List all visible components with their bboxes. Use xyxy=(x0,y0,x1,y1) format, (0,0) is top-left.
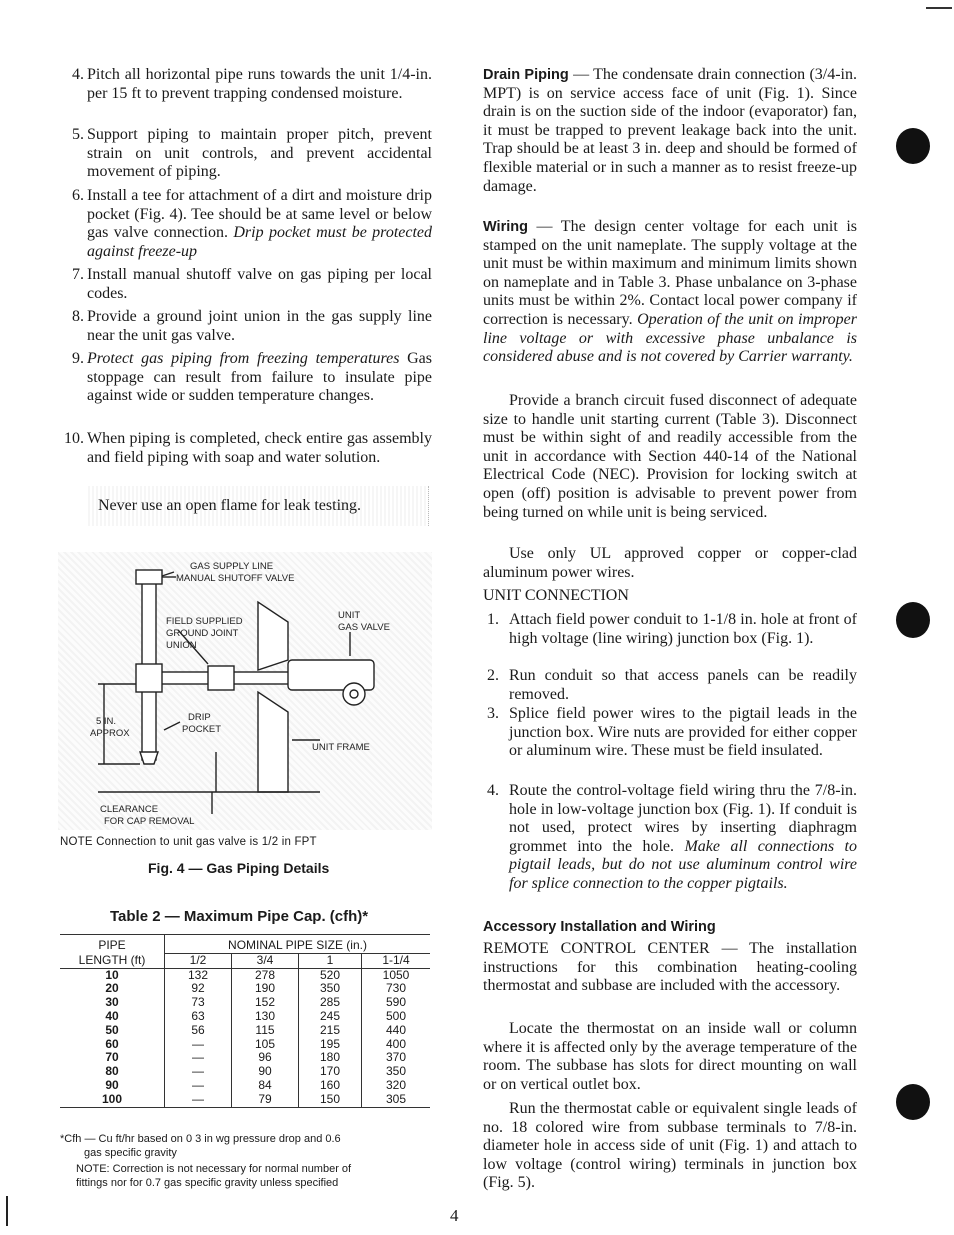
gas-piping-diagram xyxy=(58,552,432,830)
list-number: 3. xyxy=(487,705,499,722)
table-header-row xyxy=(60,935,430,954)
drain-piping-paragraph xyxy=(483,66,857,196)
shutoff-valve xyxy=(136,570,162,584)
cell-capacity: 730 xyxy=(385,981,407,996)
cell-length: 80 xyxy=(60,1065,165,1079)
cell-capacity: 115 xyxy=(232,1024,299,1038)
cell-capacity: 370 xyxy=(385,1050,407,1065)
table-row xyxy=(60,1051,430,1065)
footnote-cfh-cont: gas specific gravity xyxy=(84,1147,177,1159)
list-number: 4. xyxy=(72,66,84,83)
label-drip: DRIP xyxy=(188,712,211,723)
list-text: Support piping to maintain proper pitch, prevent strain on unit controls, and prevent accidental movement of piping. xyxy=(87,126,432,181)
label-field-supplied: FIELD SUPPLIED xyxy=(166,616,243,627)
edge-mark xyxy=(926,7,952,9)
cell-capacity: 520 xyxy=(299,968,362,982)
cell-capacity: — xyxy=(165,1051,232,1065)
ul-paragraph: Use only UL approved copper or copper-clad aluminum power wires. xyxy=(483,545,857,581)
cell-capacity: — xyxy=(165,1065,232,1079)
cell-length: 10 xyxy=(60,968,165,982)
label-ground-joint: GROUND JOINT xyxy=(166,628,239,639)
cell-capacity: 278 xyxy=(232,968,299,982)
table-row xyxy=(60,1038,430,1052)
cell-capacity: — xyxy=(165,1038,232,1052)
cell-length: 100 xyxy=(60,1093,165,1107)
list-text: Provide a ground joint union in the gas supply line near the unit gas valve. xyxy=(87,308,432,344)
cell-length: 30 xyxy=(60,996,165,1010)
label-union: UNION xyxy=(166,640,197,651)
gas-valve-knob xyxy=(343,683,365,705)
figure-note: NOTE Connection to unit gas valve is 1/2 in FPT xyxy=(60,836,317,848)
table-header-row xyxy=(60,953,430,968)
list-item xyxy=(60,350,432,406)
cell-capacity: 160 xyxy=(299,1079,362,1093)
cell-capacity: 63 xyxy=(165,1010,232,1024)
cell-capacity: 440 xyxy=(385,1022,407,1037)
cell-capacity: 305 xyxy=(385,1091,407,1106)
header-length: LENGTH (ft) xyxy=(60,953,165,968)
label-pocket: POCKET xyxy=(182,724,222,735)
label-gas-supply: GAS SUPPLY LINE xyxy=(190,561,274,572)
cell-capacity: 73 xyxy=(165,996,232,1010)
list-number: 1. xyxy=(487,611,499,628)
table-body xyxy=(60,968,430,1107)
table-row xyxy=(60,1079,430,1093)
cell-capacity: 84 xyxy=(232,1079,299,1093)
cell-capacity: 190 xyxy=(232,982,299,996)
cell-length: 90 xyxy=(60,1079,165,1093)
drain-text: — The condensate drain connection (3/4-in. MPT) is on service access face of unit (Fig. 1). Since drain is on the suction side of the indoor (evaporator) fan, it must be trapped to prevent leakage back into the unit. Trap should be at least 3 in. deep and should be formed of flexible material or in such a manner as to resist freeze-up damage. xyxy=(483,66,857,195)
drain-heading: Drain Piping xyxy=(483,67,569,83)
cell-capacity: 180 xyxy=(299,1051,362,1065)
list-text-plain: Install a tee for attachment of a dirt and moisture drip pocket (Fig. 4). Tee should be at same level or below gas valve connection. xyxy=(87,187,432,242)
label-unit: UNIT xyxy=(338,610,361,621)
list-text: Run conduit so that access panels can be readily removed. xyxy=(509,667,857,703)
binder-hole-mark xyxy=(896,602,930,638)
figure-caption: Fig. 4 — Gas Piping Details xyxy=(148,860,330,876)
cell-capacity: 500 xyxy=(385,1008,407,1023)
list-number: 5. xyxy=(72,126,84,143)
cell-capacity: 56 xyxy=(165,1024,232,1038)
table-row xyxy=(60,996,430,1010)
cell-capacity: 79 xyxy=(232,1093,299,1107)
cell-length: 50 xyxy=(60,1024,165,1038)
label-shutoff: MANUAL SHUTOFF VALVE xyxy=(176,573,295,584)
cell-capacity: 245 xyxy=(299,1010,362,1024)
wiring-italic: Operation of the unit on improper line voltage or with excessive phase unbalance is considered abuse and is not covered by Carrier warranty. xyxy=(483,310,857,366)
cell-capacity: 285 xyxy=(299,996,362,1010)
list-text: Install manual shutoff valve on gas piping per local codes. xyxy=(87,266,432,302)
table-row xyxy=(60,1024,430,1038)
list-text-plain: Gas stoppage can result from failure to insulate pipe against wide or sudden temperature changes. xyxy=(87,350,433,405)
wiring-paragraph xyxy=(483,218,857,367)
list-number: 7. xyxy=(72,266,84,283)
footnote-cfh: *Cfh — Cu ft/hr based on 0 3 in wg pressure drop and 0.6 xyxy=(60,1133,341,1145)
unit-connection-heading: UNIT CONNECTION xyxy=(483,587,629,604)
warning-text: Never use an open flame for leak testing. xyxy=(98,497,362,514)
cell-capacity: — xyxy=(165,1079,232,1093)
table-row xyxy=(60,1093,430,1107)
list-text-italic: Drip pocket must be protected against freeze-up xyxy=(87,224,433,260)
list-text: When piping is completed, check entire gas assembly and field piping with soap and water solution. xyxy=(87,430,432,466)
drip-cap xyxy=(140,752,158,764)
cell-capacity: 215 xyxy=(299,1024,362,1038)
remote-control-paragraph: REMOTE CONTROL CENTER — The installation instructions for this combination heating-cooling thermostat and subbase are included with the accessory. xyxy=(483,940,857,995)
cell-capacity: 132 xyxy=(165,968,232,982)
list-item xyxy=(483,667,857,704)
list-text xyxy=(509,782,857,894)
binder-hole-mark xyxy=(896,1084,930,1120)
label-unit-frame: UNIT FRAME xyxy=(312,742,370,753)
header-nominal: NOMINAL PIPE SIZE (in.) xyxy=(228,938,367,952)
label-clearance: CLEARANCE xyxy=(100,804,159,815)
label-cap-removal: FOR CAP REMOVAL xyxy=(104,816,195,827)
header-size: 3/4 xyxy=(232,953,299,968)
cell-length: 70 xyxy=(60,1051,165,1065)
unit-panel xyxy=(258,602,288,670)
cell-capacity: 152 xyxy=(232,996,299,1010)
list-text: Splice field power wires to the pigtail leads in the junction box. Wire nuts are provided for either copper or aluminum wire. These must be field insulated. xyxy=(509,705,857,760)
list-item xyxy=(60,308,432,345)
union xyxy=(208,666,234,690)
run-cable-paragraph: Run the thermostat cable or equivalent single leads of no. 18 colored wire from subbase terminals to 7/8-in. diameter hole in access side of unit (Fig. 1) and attach to low voltage (control wiring) terminals in junction box (Fig. 5). xyxy=(483,1100,857,1192)
cell-capacity: 130 xyxy=(232,1010,299,1024)
label-approx: APPROX xyxy=(90,728,130,739)
list-text-italic: Protect gas piping from freezing temperatures xyxy=(87,350,400,367)
footnote-note-cont: fittings nor for 0.7 gas specific gravity unless specified xyxy=(76,1177,339,1189)
header-size: 1/2 xyxy=(165,953,232,968)
list-item xyxy=(60,66,432,103)
list-item xyxy=(60,187,432,261)
pipe-capacity-table xyxy=(60,934,430,1108)
table-row xyxy=(60,968,430,982)
list-text xyxy=(87,350,432,406)
cell-capacity: 590 xyxy=(385,995,407,1010)
cell-capacity: — xyxy=(165,1093,232,1107)
list-number: 10. xyxy=(64,430,84,447)
table-row xyxy=(60,1010,430,1024)
cell-capacity: 350 xyxy=(299,982,362,996)
cell-capacity: 1050 xyxy=(382,967,410,982)
cell-capacity: 320 xyxy=(385,1077,407,1092)
list-number: 6. xyxy=(72,187,84,204)
list-text-italic: Make all connections to pigtail leads, but do not use aluminum control wire for splice connection to the copper pigtails. xyxy=(509,837,857,892)
label-5in: 5 IN. xyxy=(96,716,117,727)
list-number: 4. xyxy=(487,782,499,799)
cell-capacity: 150 xyxy=(299,1093,362,1107)
cell-capacity: 195 xyxy=(299,1038,362,1052)
accessory-heading: Accessory Installation and Wiring xyxy=(483,919,716,935)
cell-capacity: 400 xyxy=(385,1036,407,1051)
wiring-text: — The design center voltage for each unit is stamped on the unit nameplate. The supply voltage at the unit must be within maximum and minimum limits shown on nameplate and in Table 3. Phase unbalance on 3-phase units must be within 2%. Contact local power company if correction is necessary. xyxy=(483,218,857,328)
list-item xyxy=(483,611,857,648)
list-text: Pitch all horizontal pipe runs towards the unit 1/4-in. per 15 ft to prevent trapping condensed moisture. xyxy=(87,66,432,102)
page-number: 4 xyxy=(450,1206,459,1225)
list-text xyxy=(87,187,432,261)
table-title: Table 2 — Maximum Pipe Cap. (cfh)* xyxy=(110,908,369,925)
header-pipe: PIPE xyxy=(60,935,165,954)
disconnect-paragraph: Provide a branch circuit fused disconnect of adequate size to handle unit starting current (Table 3). Disconnect must be within sight of and readily accessible from the unit in accordance with Section 440-14 of the National Electrical Code (NEC). Provision for locking switch at open (off) position is advisable to prevent power from being turned on while unit is being serviced. xyxy=(483,392,857,521)
cell-length: 40 xyxy=(60,1010,165,1024)
cell-length: 20 xyxy=(60,982,165,996)
list-number: 2. xyxy=(487,667,499,684)
list-number: 9. xyxy=(72,350,84,367)
list-item xyxy=(60,266,432,303)
cell-capacity: 92 xyxy=(165,982,232,996)
cell-capacity: 170 xyxy=(299,1065,362,1079)
label-gas-valve: GAS VALVE xyxy=(338,622,390,633)
list-number: 8. xyxy=(72,308,84,325)
list-text-plain: Route the control-voltage field wiring thru the 7/8-in. hole in low-voltage junction box (Fig. 1). If conduit is not used, protect wires by inserting diaphragm grommet into the hole. xyxy=(509,782,857,855)
table-row xyxy=(60,1065,430,1079)
list-text: Attach field power conduit to 1-1/8 in. hole at front of high voltage (line wiring) junction box (Fig. 1). xyxy=(509,611,857,647)
list-item xyxy=(483,705,857,761)
cell-length: 60 xyxy=(60,1038,165,1052)
tee xyxy=(136,664,162,692)
margin-mark xyxy=(6,1196,8,1226)
header-size: 1 xyxy=(299,953,362,968)
wiring-heading: Wiring xyxy=(483,219,528,235)
binder-hole-mark xyxy=(896,128,930,164)
footnote-note: NOTE: Correction is not necessary for normal number of xyxy=(76,1163,352,1175)
list-item xyxy=(60,126,432,182)
unit-frame xyxy=(258,692,288,792)
cell-capacity: 105 xyxy=(232,1038,299,1052)
header-size: 1-1/4 xyxy=(362,953,431,968)
locate-paragraph: Locate the thermostat on an inside wall or column where it is affected only by the average temperature of the room. The subbase has slots for direct mounting on wall or on vertical outlet box. xyxy=(483,1020,857,1093)
cell-capacity: 350 xyxy=(385,1064,407,1079)
cell-capacity: 96 xyxy=(232,1051,299,1065)
cell-capacity: 90 xyxy=(232,1065,299,1079)
list-item xyxy=(483,782,857,894)
diagram-svg xyxy=(58,552,432,830)
table-row xyxy=(60,982,430,996)
list-item xyxy=(60,430,432,467)
